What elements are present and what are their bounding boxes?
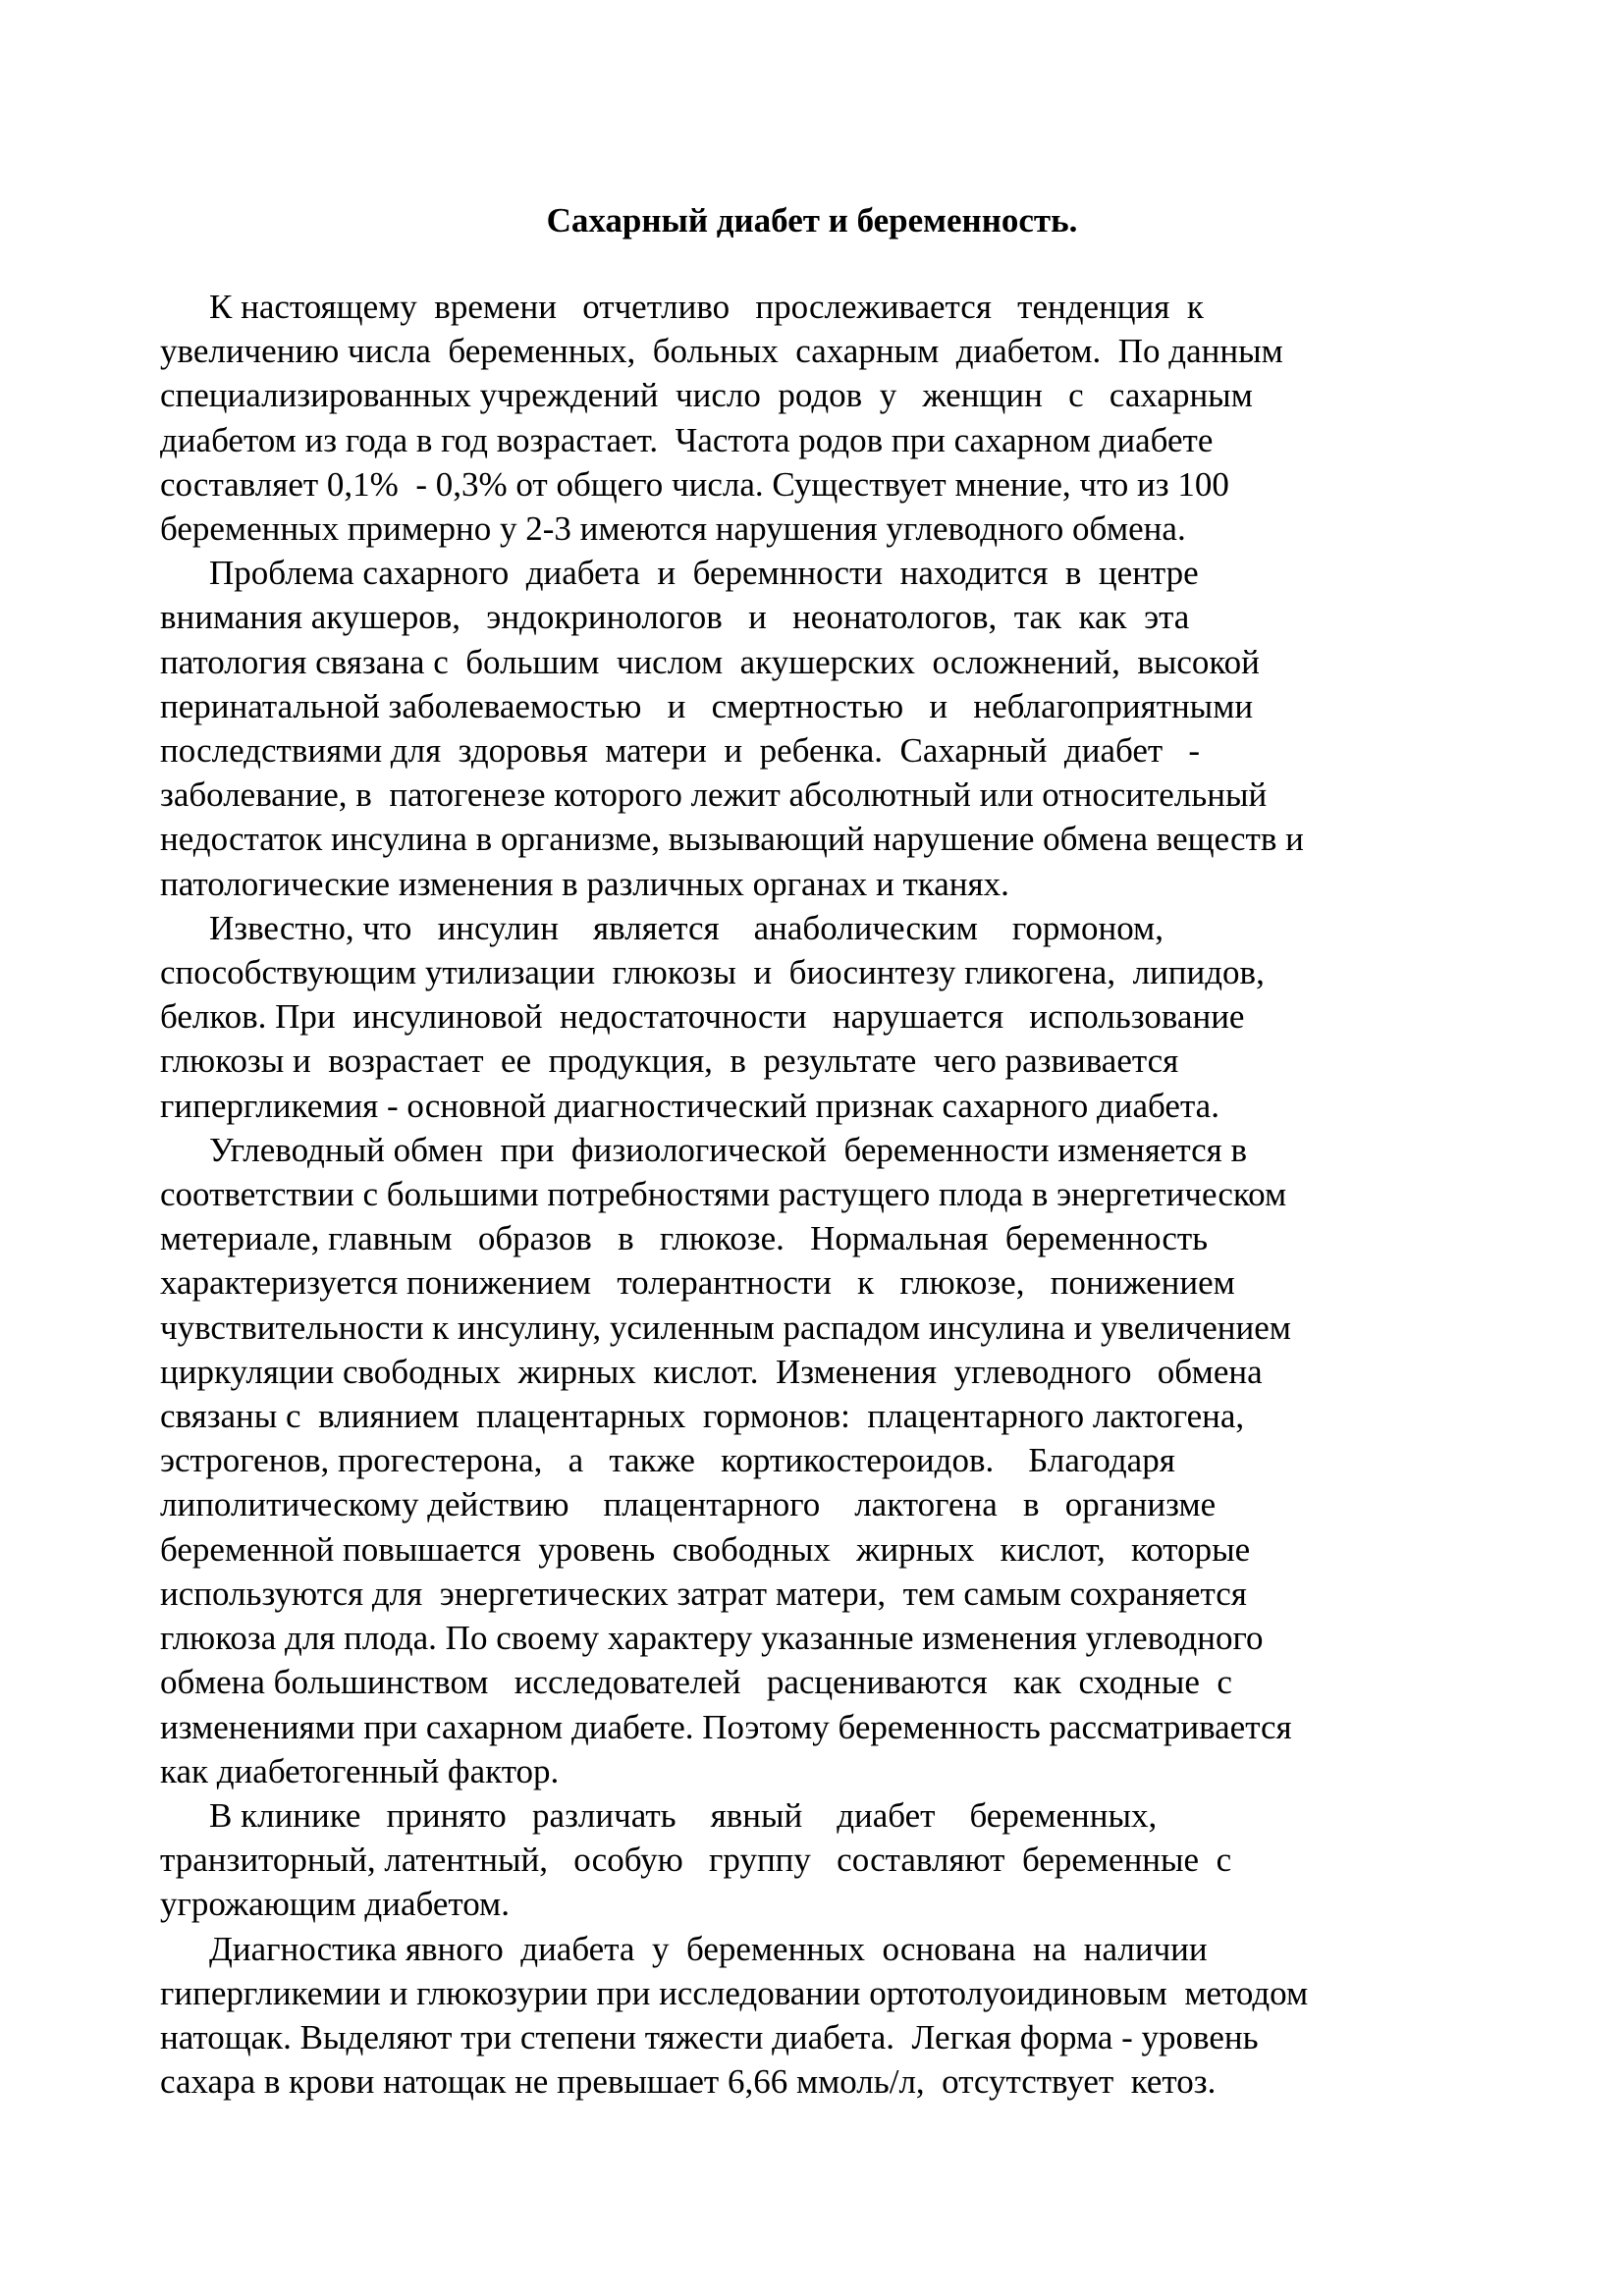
text-line: специализированных учреждений число родов у женщин с сахарным (160, 376, 1253, 415)
text-line: диабетом из года в год возрастает. Частота родов при сахарном диабете (160, 420, 1214, 459)
text-line: натощак. Выделяют три степени тяжести диабета. Легкая форма - уровень (160, 2017, 1259, 2056)
text-line: используются для энергетических затрат матери, тем самым сохраняется (160, 1574, 1247, 1613)
paragraph (160, 551, 1476, 906)
text-line: способствующим утилизации глюкозы и биосинтезу гликогена, липидов, (160, 953, 1265, 992)
text-line: метериале, главным образов в глюкозе. Нормальная беременность (160, 1219, 1209, 1258)
paragraph (160, 1128, 1476, 1793)
text-line: транзиторный, латентный, особую группу составляют беременные с (160, 1841, 1232, 1880)
text-line: угрожающим диабетом. (160, 1885, 510, 1924)
text-line: последствиями для здоровья матери и ребенка. Сахарный диабет - (160, 731, 1201, 771)
text-line: изменениями при сахарном диабете. Поэтому беременность рассматривается (160, 1707, 1292, 1746)
paragraph (160, 1793, 1476, 1927)
text-line: патологические изменения в различных органах и тканях. (160, 864, 1009, 903)
text-line: глюкозы и возрастает ее продукция, в результате чего развивается (160, 1041, 1179, 1081)
text-line: составляет 0,1% - 0,3% от общего числа. Существует мнение, что из 100 (160, 464, 1229, 504)
text-line: белков. При инсулиновой недостаточности нарушается использование (160, 997, 1245, 1037)
text-line: недостаток инсулина в организме, вызывающий нарушение обмена веществ и (160, 820, 1304, 859)
text-line: циркуляции свободных жирных кислот. Изменения углеводного обмена (160, 1352, 1263, 1391)
text-line: Диагностика явного диабета у беременных основана на наличии (209, 1929, 1208, 1968)
text-line: характеризуется понижением толерантности к глюкозе, понижением (160, 1263, 1235, 1303)
text-line: связаны с влиянием плацентарных гормонов: плацентарного лактогена, (160, 1397, 1245, 1436)
text-line: внимания акушеров, эндокринологов и неонатологов, так как эта (160, 598, 1190, 637)
text-line: беременной повышается уровень свободных жирных кислот, которые (160, 1529, 1251, 1569)
paragraph (160, 1927, 1476, 2105)
text-line: глюкоза для плода. По своему характеру указанные изменения углеводного (160, 1619, 1264, 1658)
text-line: липолитическому действию плацентарного лактогена в организме (160, 1485, 1217, 1524)
text-line: сахара в крови натощак не превышает 6,66 ммоль/л, отсутствует кетоз. (160, 2062, 1217, 2102)
text-line: Известно, что инсулин является анаболическим гормоном, (209, 908, 1164, 947)
text-line: В клинике принято различать явный диабет беременных, (209, 1795, 1158, 1835)
text-line: перинатальной заболеваемостью и смертностью и неблагоприятными (160, 686, 1254, 725)
text-line: эстрогенов, прогестерона, а также кортикостероидов. Благодаря (160, 1441, 1175, 1480)
paragraph (160, 906, 1476, 1128)
text-line: соответствии с большими потребностями растущего плода в энергетическом (160, 1175, 1287, 1214)
text-line: патология связана с большим числом акушерских осложнений, высокой (160, 642, 1260, 681)
text-line: чувствительности к инсулину, усиленным распадом инсулина и увеличением (160, 1308, 1291, 1347)
document-body (160, 285, 1476, 2104)
text-line: заболевание, в патогенезе которого лежит абсолютный или относительный (160, 775, 1268, 815)
text-line: увеличению числа беременных, больных сахарным диабетом. По данным (160, 332, 1283, 371)
text-line: Проблема сахарного диабета и беремнности находится в центре (209, 554, 1199, 593)
text-line: гипергликемии и глюкозурии при исследовании ортотолуоидиновым методом (160, 1973, 1309, 2012)
document-title: Сахарный диабет и беременность. (546, 201, 1078, 240)
text-line: К настоящему времени отчетливо прослеживается тенденция к (209, 288, 1204, 326)
paragraph (160, 285, 1476, 551)
text-line: обмена большинством исследователей расцениваются как сходные с (160, 1663, 1232, 1702)
text-line: как диабетогенный фактор. (160, 1751, 560, 1790)
text-line: гипергликемия - основной диагностический признак сахарного диабета. (160, 1086, 1219, 1125)
text-line: Углеводный обмен при физиологической беременности изменяется в (209, 1130, 1247, 1169)
text-line: беременных примерно у 2-3 имеются нарушения углеводного обмена. (160, 509, 1186, 549)
